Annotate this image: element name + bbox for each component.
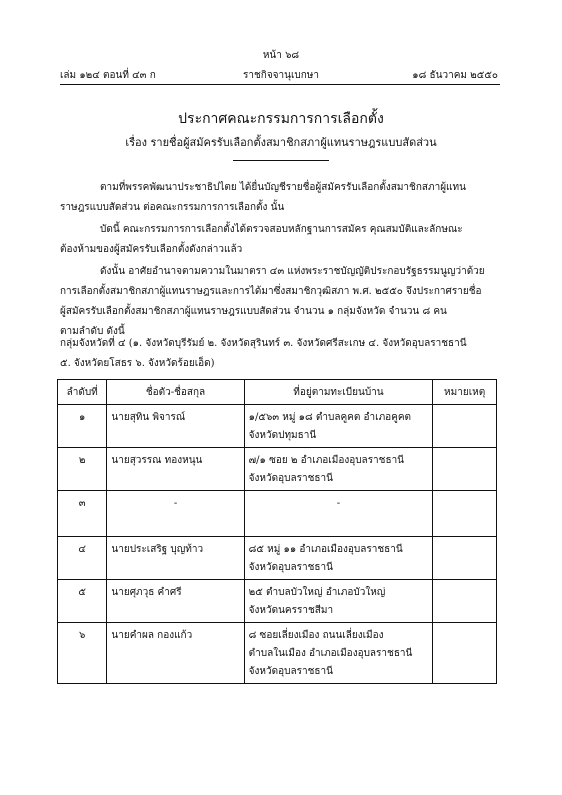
table-row [58,405,497,448]
paragraph-line: ตามที่พรรคพัฒนาประชาธิปไตย ได้ยื่นบัญชีรายชื่อผู้สมัครรับเลือกตั้งสมาชิกสภาผู้แทน [100,182,466,193]
header-name: ชื่อตัว-ชื่อสกุล [107,380,244,405]
cell-note [433,448,497,491]
cell-order: ๓ [58,491,107,537]
address-line: ๘๕ หมู่ ๑๑ อำเภอเมืองอุบลราชธานี [248,544,403,555]
header-note: หมายเหตุ [433,380,497,405]
paragraph-line: ต้องห้ามของผู้สมัครรับเลือกตั้งดังกล่าวแล้ว [60,244,243,255]
paragraph-3 [60,262,500,342]
paragraph-line: ตามลำดับ ดังนี้ [60,326,125,337]
paragraph-line: บัดนี้ คณะกรรมการการเลือกตั้งได้ตรวจสอบหลักฐานการสมัคร คุณสมบัติและลักษณะ [100,224,463,235]
announcement-subject: เรื่อง รายชื่อผู้สมัครรับเลือกตั้งสมาชิกสภาผู้แทนราษฎรแบบสัดส่วน [125,136,437,149]
table-row [58,491,497,537]
address-line: จังหวัดปทุมธานี [248,430,317,441]
address-line: จังหวัดอุบลราชธานี [248,473,333,484]
cell-name: นายคำผล กองแก้ว [107,623,244,684]
cell-address [244,623,433,684]
address-line: จังหวัดอุบลราชธานี [248,666,333,677]
paragraph-line: กลุ่มจังหวัดที่ ๔ (๑. จังหวัดบุรีรัมย์ ๒. จังหวัดสุรินทร์ ๓. จังหวัดศรีสะเกษ ๔. จังหวัดอุบลราชธานี [60,338,467,349]
address-line: ๘ ซอยเลี่ยงเมือง ถนนเลี่ยงเมือง [248,630,384,641]
paragraph-2 [60,220,500,260]
cell-name: นายศุภวุธ คำศรี [107,580,244,623]
address-line: ๗/๑ ซอย ๒ อำเภอเมืองอุบลราชธานี [248,455,405,466]
cell-order: ๔ [58,537,107,580]
cell-order: ๒ [58,448,107,491]
cell-order: ๖ [58,623,107,684]
province-group [60,334,500,374]
cell-address [244,405,433,448]
cell-address [244,537,433,580]
address-line: - [336,498,341,509]
paragraph-line: ดังนั้น อาศัยอำนาจตามความในมาตรา ๔๓ แห่งพระราชบัญญัติประกอบรัฐธรรมนูญว่าด้วย [100,266,485,277]
cell-name: - [107,491,244,537]
cell-note [433,491,497,537]
header-rule [60,84,500,85]
header-order: ลำดับที่ [58,380,107,405]
cell-note [433,580,497,623]
paragraph-line: การเลือกตั้งสมาชิกสภาผู้แทนราษฎรและการได้มาซึ่งสมาชิกวุฒิสภา พ.ศ. ๒๕๕๐ จึงประกาศรายชื่อ [60,286,482,297]
paragraph-line: ผู้สมัครรับเลือกตั้งสมาชิกสภาผู้แทนราษฎรแบบสัดส่วน จำนวน ๑ กลุ่มจังหวัด จำนวน ๘ คน [60,306,447,317]
gazette-date: ๑๘ ธันวาคม ๒๕๕๐ [412,70,498,81]
address-line: ๑/๕๖๓ หมู่ ๑๘ ตำบลคูคต อำเภอคูคต [248,412,412,423]
title-divider [233,160,329,161]
cell-address [244,448,433,491]
address-line: จังหวัดนครราชสีมา [248,605,334,616]
cell-name: นายประเสริฐ บุญท้าว [107,537,244,580]
page-number: หน้า ๖๘ [262,50,300,61]
address-line: จังหวัดอุบลราชธานี [248,562,333,573]
paragraph-line: ๕. จังหวัดยโสธร ๖. จังหวัดร้อยเอ็ด) [60,358,215,369]
table-row [58,580,497,623]
cell-note [433,623,497,684]
cell-note [433,537,497,580]
cell-order: ๑ [58,405,107,448]
cell-address [244,491,433,537]
table-row [58,623,497,684]
cell-address [244,580,433,623]
header-address: ที่อยู่ตามทะเบียนบ้าน [244,380,433,405]
candidate-table [57,379,497,684]
cell-order: ๕ [58,580,107,623]
gazette-name: ราชกิจจานุเบกษา [242,70,320,81]
table-row [58,448,497,491]
cell-name: นายสุทิน พิจารณ์ [107,405,244,448]
cell-name: นายสุวรรณ ทองหนุน [107,448,244,491]
paragraph-1 [60,178,500,218]
volume-issue: เล่ม ๑๒๔ ตอนที่ ๔๓ ก [60,70,156,81]
address-line: ๒๕ ตำบลบัวใหญ่ อำเภอบัวใหญ่ [248,587,386,598]
announcement-title: ประกาศคณะกรรมการการเลือกตั้ง [178,111,384,127]
address-line: ตำบลในเมือง อำเภอเมืองอุบลราชธานี [248,648,413,659]
table-header-row [58,380,497,405]
table-row [58,537,497,580]
cell-note [433,405,497,448]
paragraph-line: ราษฎรแบบสัดส่วน ต่อคณะกรรมการการเลือกตั้ง นั้น [60,202,285,213]
